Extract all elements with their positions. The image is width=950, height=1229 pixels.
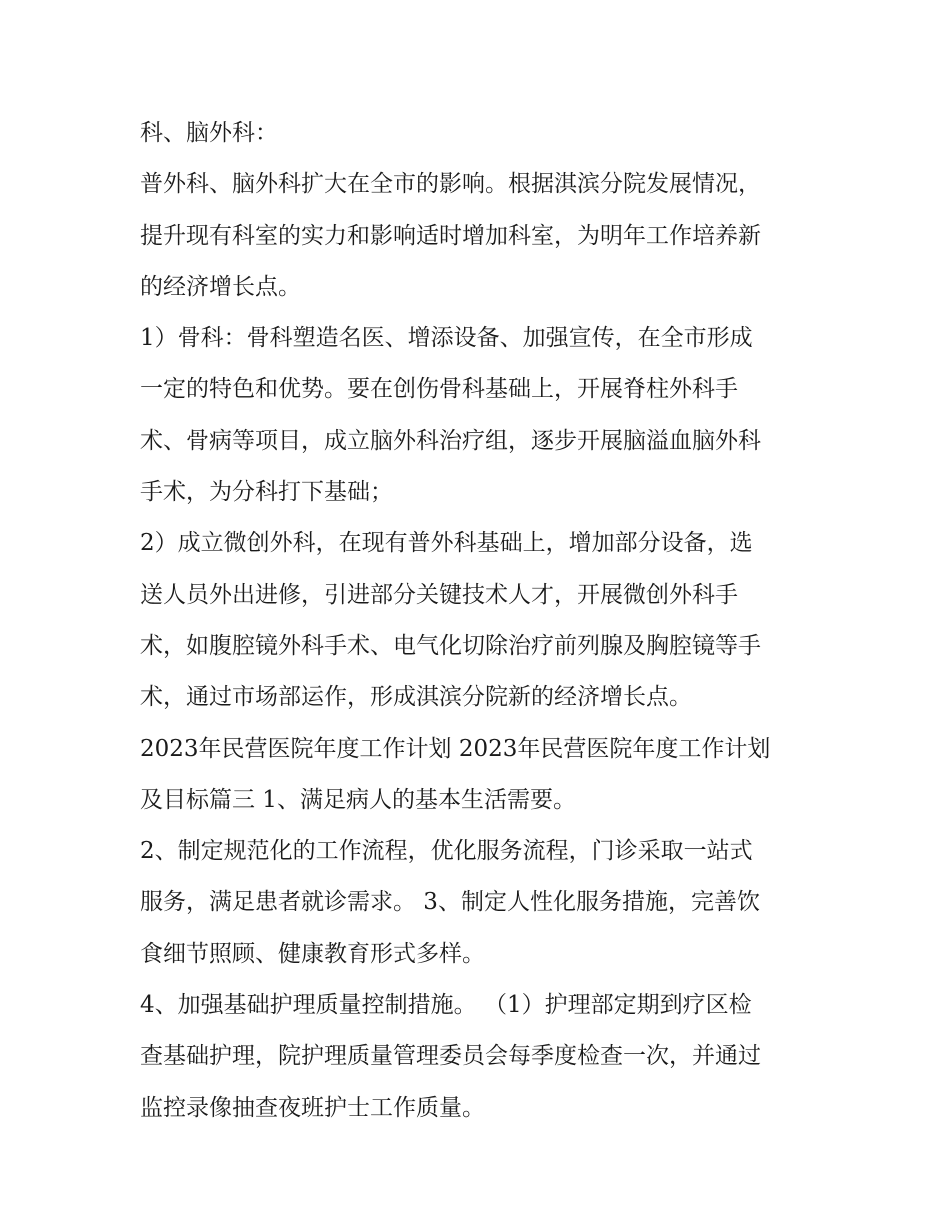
text-line: 食细节照顾、健康教育形式多样。: [140, 940, 485, 967]
text-line: 查基础护理，院护理质量管理委员会每季度检查一次，并通过: [140, 1043, 761, 1070]
text-line: 术，如腹腔镜外科手术、电气化切除治疗前列腺及胸腔镜等手: [140, 632, 761, 659]
text-line: 一定的特色和优势。要在创伤骨科基础上，开展脊柱外科手: [140, 376, 738, 403]
text-line: 2023年民营医院年度工作计划 2023年民营医院年度工作计划: [140, 735, 771, 762]
text-line: 送人员外出进修，引进部分关键技术人才，开展微创外科手: [140, 581, 738, 608]
text-line: 及目标篇三 1、满足病人的基本生活需要。: [140, 786, 576, 813]
document-body: [140, 108, 820, 1134]
text-line: 服务，满足患者就诊需求。 3、制定人性化服务措施，完善饮: [140, 889, 760, 916]
text-line: 提升现有科室的实力和影响适时增加科室，为明年工作培养新: [140, 222, 761, 249]
text-line: 2）成立微创外科，在现有普外科基础上，增加部分设备，选: [140, 530, 753, 557]
text-line: 科、脑外科：: [140, 120, 278, 146]
text-line: 普外科、脑外科扩大在全市的影响。根据淇滨分院发展情况，: [140, 171, 761, 198]
text-line: 4、加强基础护理质量控制措施。 （1）护理部定期到疗区检: [140, 992, 752, 1019]
text-line: 手术，为分科打下基础；: [140, 479, 393, 506]
text-line: 术，通过市场部运作，形成淇滨分院新的经济增长点。: [140, 684, 692, 711]
text-line: 的经济增长点。: [140, 273, 301, 300]
text-line: 2、制定规范化的工作流程，优化服务流程，门诊采取一站式: [140, 838, 753, 865]
text-line: 术、骨病等项目，成立脑外科治疗组，逐步开展脑溢血脑外科: [140, 427, 761, 454]
text-line: 1）骨科：骨科塑造名医、增添设备、加强宣传，在全市形成: [140, 325, 753, 352]
text-line: 监控录像抽查夜班护士工作质量。: [140, 1094, 485, 1121]
